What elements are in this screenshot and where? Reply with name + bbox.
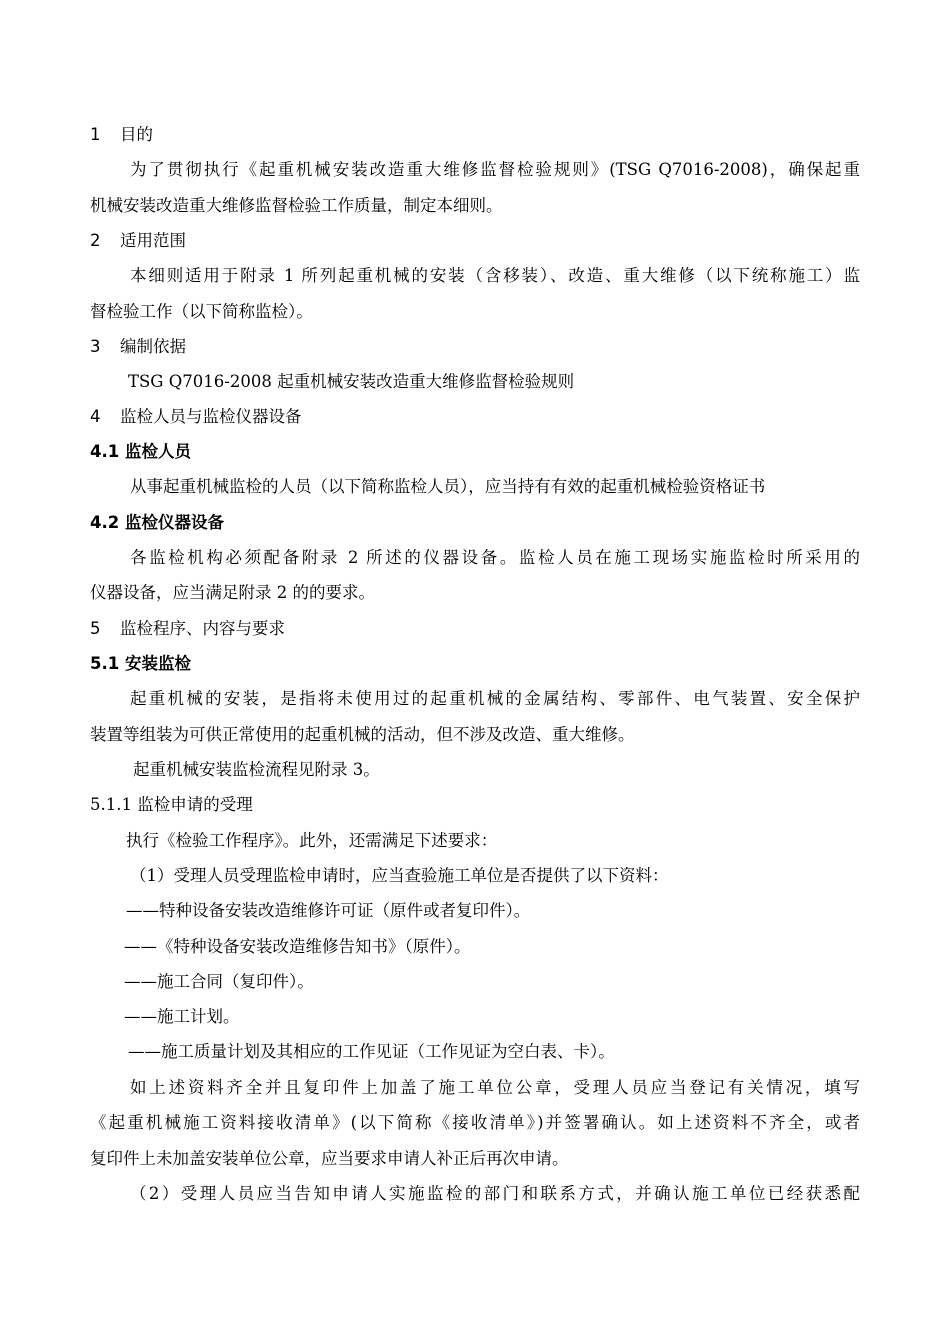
list-item: ——施工计划。 (124, 1007, 240, 1026)
section-title: 监检程序、内容与要求 (120, 619, 285, 638)
paragraph-line: 如上述资料齐全并且复印件上加盖了施工单位公章，受理人员应当登记有关情况，填写 (130, 1078, 860, 1097)
section-number: 3 (90, 337, 101, 356)
paragraph-line: （2）受理人员应当告知申请人实施监检的部门和联系方式，并确认施工单位已经获悉配 (130, 1184, 860, 1203)
paragraph-line: 装置等组装为可供正常使用的起重机械的活动，但不涉及改造、重大维修。 (90, 725, 635, 744)
paragraph-line: 督检验工作（以下简称监检）。 (90, 302, 313, 321)
section-2-heading (90, 230, 186, 252)
section-title: 目的 (120, 125, 153, 144)
subsection-5-1-1-heading: 5.1.1 监检申请的受理 (90, 795, 253, 814)
list-item: ——《特种设备安装改造维修告知书》（原件）。 (124, 937, 471, 956)
section-3-heading (90, 336, 186, 358)
list-item: ——施工质量计划及其相应的工作见证（工作见证为空白表、卡）。 (128, 1042, 615, 1061)
paragraph-line: TSG Q7016-2008 起重机械安装改造重大维修监督检验规则 (128, 372, 575, 391)
paragraph-line: 从事起重机械监检的人员（以下简称监检人员），应当持有有效的起重机械检验资格证书 (130, 477, 766, 496)
section-number: 2 (90, 231, 101, 250)
section-4-heading (90, 406, 302, 428)
paragraph-line: （1）受理人员受理监检申请时，应当查验施工单位是否提供了以下资料： (130, 866, 669, 885)
section-title: 编制依据 (120, 337, 186, 356)
section-5-heading (90, 618, 285, 640)
section-1-heading (90, 124, 153, 146)
subsection-5-1-heading: 5.1 安装监检 (90, 654, 191, 673)
paragraph-line: 执行《检验工作程序》。此外，还需满足下述要求： (126, 831, 498, 850)
paragraph-line: 为了贯彻执行《起重机械安装改造重大维修监督检验规则》(TSG Q7016-2008)，确保起重 (130, 160, 860, 179)
paragraph-line: 本细则适用于附录 1 所列起重机械的安装（含移装）、改造、重大维修（以下统称施工）监 (130, 266, 860, 285)
paragraph-line: 起重机械的安装，是指将未使用过的起重机械的金属结构、零部件、电气装置、安全保护 (130, 689, 860, 708)
section-title: 适用范围 (120, 231, 186, 250)
paragraph-line: 各监检机构必须配备附录 2 所述的仪器设备。监检人员在施工现场实施监检时所采用的 (130, 548, 860, 567)
paragraph-line: 《起重机械施工资料接收清单》(以下简称《接收清单》)并签署确认。如上述资料不齐全，或者 (90, 1113, 860, 1132)
paragraph-line: 复印件上未加盖安装单位公章，应当要求申请人补正后再次申请。 (90, 1149, 569, 1168)
section-number: 5 (90, 619, 101, 638)
section-number: 4 (90, 407, 101, 426)
list-item: ——施工合同（复印件）。 (124, 972, 314, 991)
paragraph-line: 机械安装改造重大维修监督检验工作质量，制定本细则。 (90, 196, 503, 215)
list-item: ——特种设备安装改造维修许可证（原件或者复印件）。 (126, 901, 531, 920)
section-number: 1 (90, 125, 101, 144)
paragraph-line: 起重机械安装监检流程见附录 3。 (133, 760, 380, 779)
subsection-4-2-heading: 4.2 监检仪器设备 (90, 513, 224, 532)
paragraph-line: 仪器设备，应当满足附录 2 的的要求。 (90, 583, 375, 602)
section-title: 监检人员与监检仪器设备 (120, 407, 302, 426)
subsection-4-1-heading: 4.1 监检人员 (90, 442, 191, 461)
